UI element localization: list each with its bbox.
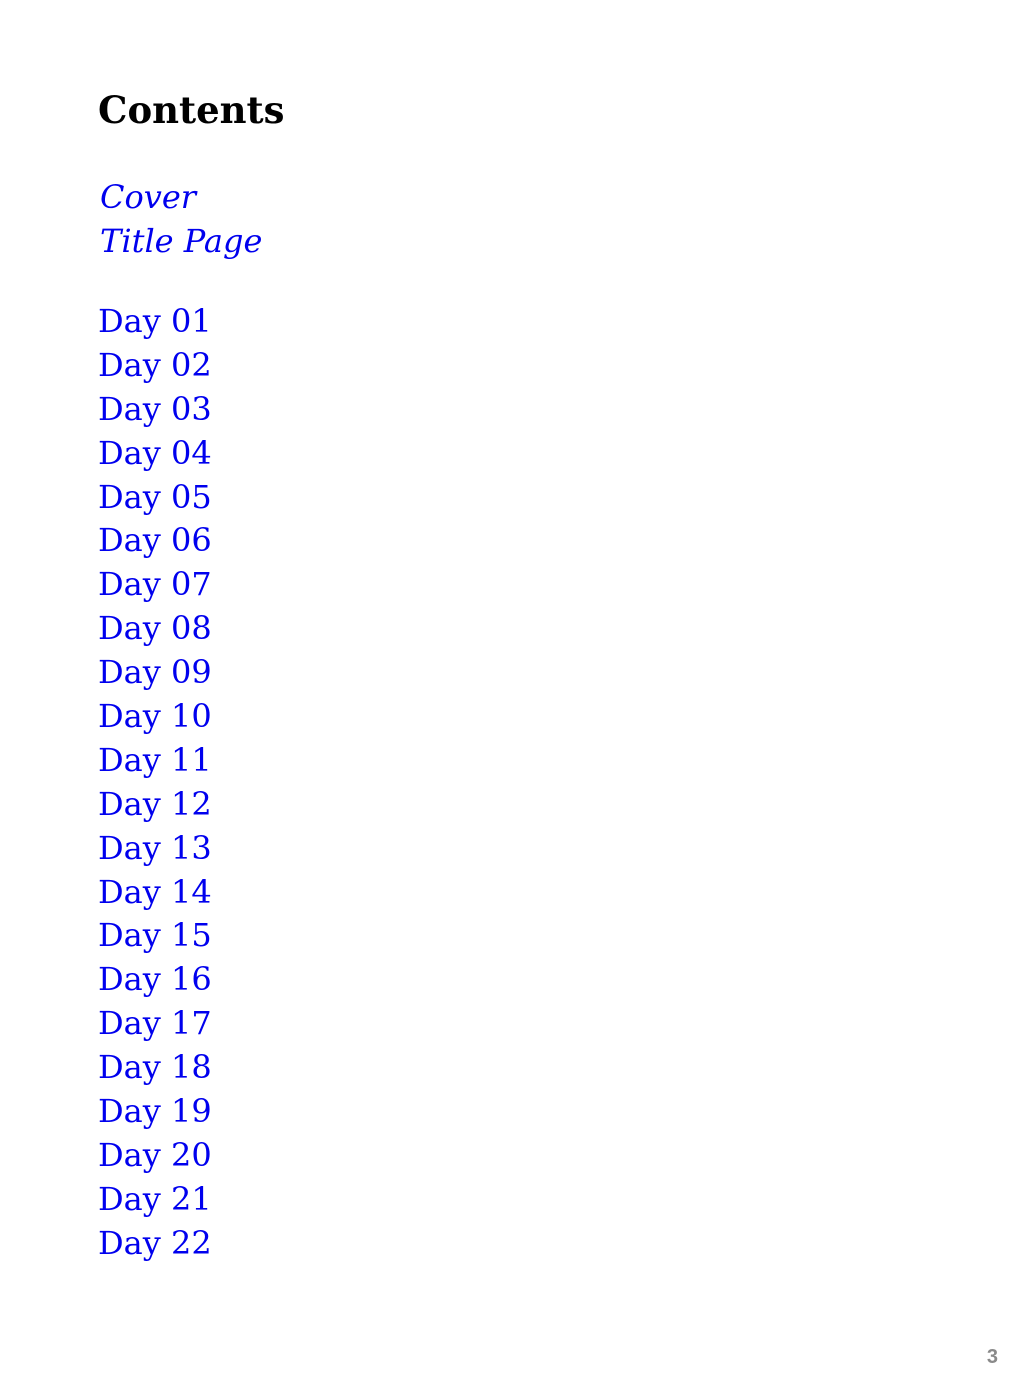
list-item xyxy=(98,913,212,957)
toc-link-day-18[interactable]: Day 18 xyxy=(98,1048,212,1087)
toc-link-day-01[interactable]: Day 01 xyxy=(98,302,212,340)
toc-link-day-07[interactable]: Day 07 xyxy=(98,565,212,604)
toc-link-day-06[interactable]: Day 06 xyxy=(98,521,212,560)
toc-link-day-22[interactable]: Day 22 xyxy=(98,1223,212,1262)
toc-link-cover[interactable]: Cover xyxy=(100,178,197,216)
list-item xyxy=(98,1089,212,1133)
toc-link-day-12[interactable]: Day 12 xyxy=(98,784,212,823)
page-number: 3 xyxy=(986,1346,998,1368)
toc-link-day-13[interactable]: Day 13 xyxy=(98,828,212,867)
list-item xyxy=(98,826,212,870)
list-item xyxy=(98,738,212,782)
chapter-list xyxy=(98,299,212,1265)
list-item xyxy=(98,518,212,562)
list-item xyxy=(98,343,212,387)
list-item xyxy=(98,870,212,914)
toc-link-day-03[interactable]: Day 03 xyxy=(98,389,212,428)
toc-link-day-15[interactable]: Day 15 xyxy=(98,916,212,955)
list-item xyxy=(98,1001,212,1045)
toc-link-day-09[interactable]: Day 09 xyxy=(98,653,212,692)
toc-link-day-21[interactable]: Day 21 xyxy=(98,1179,212,1218)
toc-link-day-19[interactable]: Day 19 xyxy=(98,1092,212,1131)
list-item xyxy=(98,957,212,1001)
front-matter-list xyxy=(100,175,262,263)
list-item xyxy=(98,431,212,475)
toc-link-day-05[interactable]: Day 05 xyxy=(98,477,212,516)
toc-link-day-02[interactable]: Day 02 xyxy=(98,345,212,384)
toc-link-day-16[interactable]: Day 16 xyxy=(98,960,212,999)
list-item xyxy=(98,1133,212,1177)
toc-link-day-17[interactable]: Day 17 xyxy=(98,1004,212,1043)
list-item xyxy=(98,1177,212,1221)
toc-link-day-04[interactable]: Day 04 xyxy=(98,433,212,472)
list-item xyxy=(98,299,212,343)
toc-link-day-10[interactable]: Day 10 xyxy=(98,697,212,736)
list-item xyxy=(98,387,212,431)
list-item xyxy=(98,606,212,650)
list-item xyxy=(98,1221,212,1265)
list-item xyxy=(98,475,212,519)
toc-link-day-14[interactable]: Day 14 xyxy=(98,872,212,911)
toc-link-day-08[interactable]: Day 08 xyxy=(98,609,212,648)
toc-heading: Contents xyxy=(98,88,285,132)
toc-link-day-11[interactable]: Day 11 xyxy=(98,740,212,779)
list-item xyxy=(98,1045,212,1089)
list-item xyxy=(98,782,212,826)
toc-link-day-20[interactable]: Day 20 xyxy=(98,1135,212,1174)
list-item xyxy=(100,219,262,263)
list-item xyxy=(98,562,212,606)
list-item xyxy=(98,650,212,694)
list-item xyxy=(100,175,262,219)
toc-link-title-page[interactable]: Title Page xyxy=(100,222,263,260)
list-item xyxy=(98,694,212,738)
